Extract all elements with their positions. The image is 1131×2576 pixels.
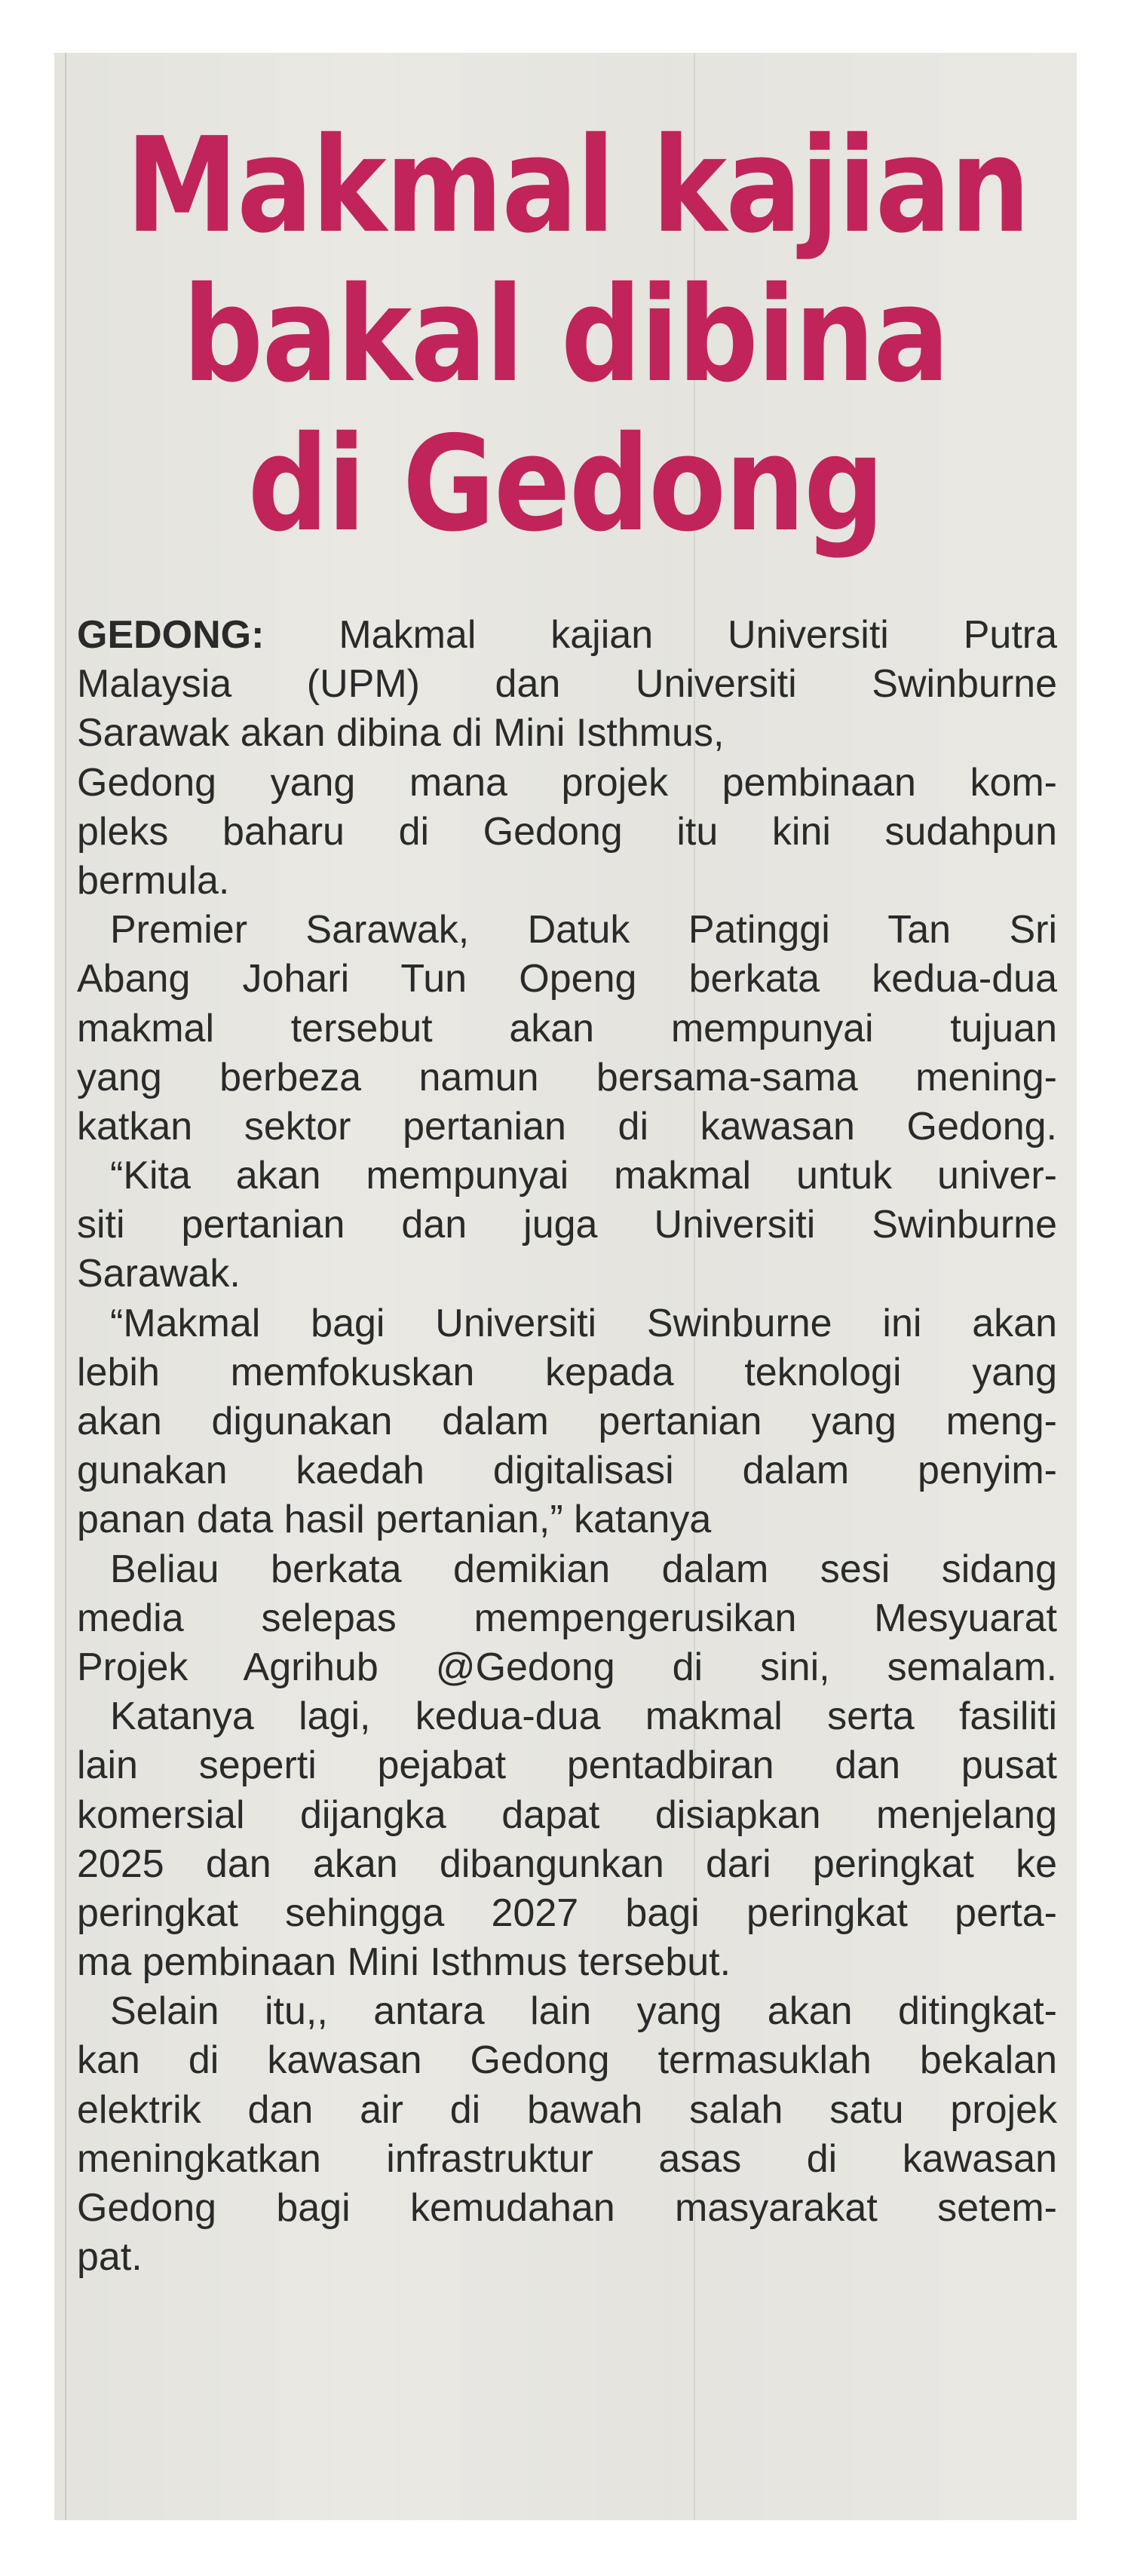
article-text-line: Gedong bagi kemudahan masyarakat setem- bbox=[77, 2186, 1057, 2230]
article-text-line: Selain itu,, antara lain yang akan ditingkat- bbox=[110, 1989, 1057, 2034]
article-text-line: Beliau berkata demikian dalam sesi sidang bbox=[110, 1547, 1057, 1591]
scan-artifact-line bbox=[65, 53, 66, 2520]
article-text-line: ma pembinaan Mini Isthmus tersebut. bbox=[77, 1940, 731, 1985]
article-text-line: Sarawak. bbox=[77, 1252, 241, 1296]
article-text-line: Projek Agrihub @Gedong di sini, semalam. bbox=[77, 1645, 1057, 1689]
article-text-line: lebih memfokuskan kepada teknologi yang bbox=[77, 1350, 1057, 1394]
headline-line: bakal dibina bbox=[182, 259, 949, 412]
article-text-line: “Kita akan mempunyai makmal untuk univer- bbox=[110, 1154, 1057, 1198]
article-text-line: gunakan kaedah digitalisasi dalam penyim- bbox=[77, 1449, 1057, 1493]
article-text-line: siti pertanian dan juga Universiti Swinburne bbox=[77, 1203, 1057, 1247]
article-text-line: Katanya lagi, kedua-dua makmal serta fasiliti bbox=[110, 1694, 1057, 1739]
article-text-line: lain seperti pejabat pentadbiran dan pusat bbox=[77, 1743, 1057, 1788]
article-text-line: pleks baharu di Gedong itu kini sudahpun bbox=[77, 809, 1057, 854]
article-text-line: komersial dijangka dapat disiapkan menjelang bbox=[77, 1792, 1057, 1837]
headline-line: di Gedong bbox=[247, 408, 884, 561]
article-text-line: katkan sektor pertanian di kawasan Gedong. bbox=[77, 1104, 1057, 1148]
headline-line: Makmal kajian bbox=[125, 109, 1029, 262]
article-text-line: “Makmal bagi Universiti Swinburne ini akan bbox=[110, 1301, 1057, 1345]
article-text-line: Premier Sarawak, Datuk Patinggi Tan Sri bbox=[110, 908, 1057, 952]
article-text-line: elektrik dan air di bawah salah satu projek bbox=[77, 2087, 1057, 2132]
article-text-line: media selepas mempengerusikan Mesyuarat bbox=[77, 1596, 1057, 1640]
newspaper-clipping bbox=[54, 53, 1077, 2520]
article-text-line: kan di kawasan Gedong termasuklah bekalan bbox=[77, 2038, 1057, 2083]
article-text-line: panan data hasil pertanian,” katanya bbox=[77, 1498, 712, 1542]
article-text-line: meningkatkan infrastruktur asas di kawasan bbox=[77, 2136, 1057, 2181]
dateline: GEDONG: bbox=[77, 613, 265, 657]
article-text-line: 2025 dan akan dibangunkan dari peringkat ke bbox=[77, 1842, 1057, 1886]
article-text-line bbox=[77, 611, 1057, 660]
article-headline bbox=[125, 109, 1029, 561]
article-text-line: akan digunakan dalam pertanian yang meng- bbox=[77, 1400, 1057, 1443]
article-text-line: pat. bbox=[77, 2235, 143, 2280]
article-text-line: makmal tersebut akan mempunyai tujuan bbox=[77, 1006, 1057, 1050]
article-text-line: Malaysia (UPM) dan Universiti Swinburne bbox=[77, 662, 1057, 707]
article-body bbox=[77, 611, 1057, 2282]
article-text-line: Sarawak akan dibina di Mini Isthmus, bbox=[77, 711, 725, 756]
article-text-line: peringkat sehingga 2027 bagi peringkat perta- bbox=[77, 1891, 1057, 1935]
article-text-line: Abang Johari Tun Openg berkata kedua-dua bbox=[77, 957, 1057, 1001]
article-text-line: bermula. bbox=[77, 858, 230, 903]
article-text-line: Gedong yang mana projek pembinaan kom- bbox=[77, 760, 1057, 805]
article-text-line: yang berbeza namun bersama-sama mening- bbox=[77, 1055, 1057, 1099]
article-text-segment: Makmal kajian Universiti Putra bbox=[264, 613, 1057, 657]
